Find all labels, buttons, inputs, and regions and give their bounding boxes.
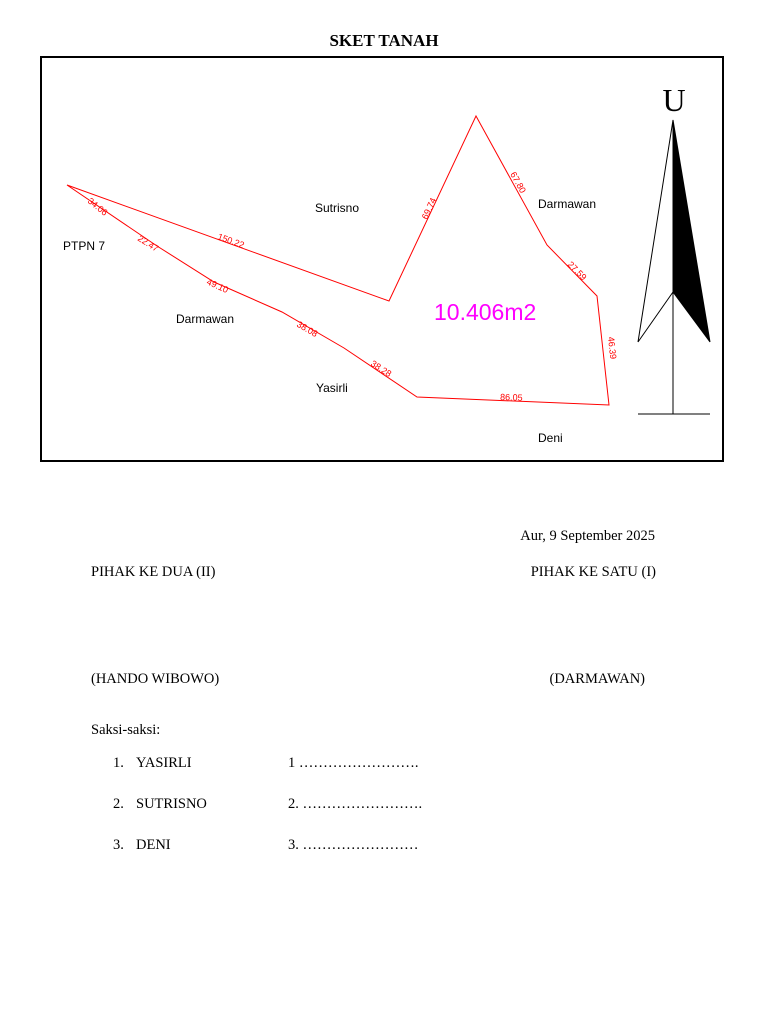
edge-label: 38.28 [368, 358, 394, 379]
edge-label: 150.22 [216, 231, 246, 251]
witness-name: SUTRISNO [136, 796, 207, 812]
edge-label: 38.08 [295, 319, 320, 339]
edge-label: 22.47 [135, 233, 161, 254]
edge-label: 34.06 [85, 195, 110, 218]
neighbor-ptpn: PTPN 7 [63, 239, 106, 253]
north-arrow-icon [638, 82, 710, 414]
neighbor-deni: Deni [538, 431, 563, 445]
edge-label: 69.74 [419, 196, 439, 221]
edge-label: 49.10 [205, 276, 230, 295]
witness-signature-line: 2. ……………………. [288, 796, 423, 812]
party-one-name: (DARMAWAN) [549, 671, 645, 687]
witness-row [0, 796, 768, 816]
sketch-drawing [42, 58, 722, 460]
neighbor-yasirli: Yasirli [316, 381, 348, 395]
witness-row [0, 837, 768, 857]
witness-number: 3. [113, 837, 124, 853]
document-title: SKET TANAH [329, 31, 439, 50]
party-two-name: (HANDO WIBOWO) [91, 671, 220, 687]
witness-row [0, 755, 768, 775]
witness-signature-line: 3. …………………… [288, 837, 419, 853]
neighbor-sutrisno: Sutrisno [315, 201, 360, 215]
witness-name: YASIRLI [136, 755, 192, 771]
witness-number: 1. [113, 755, 124, 771]
area-label: 10.406m2 [434, 299, 537, 325]
neighbor-darmawan-top: Darmawan [538, 197, 597, 211]
north-label: U [662, 82, 686, 118]
party-one-label: PIHAK KE SATU (I) [530, 564, 656, 580]
land-boundary [67, 116, 609, 405]
edge-label: 27.59 [565, 259, 589, 283]
edge-label: 86.05 [499, 392, 523, 403]
party-two-label: PIHAK KE DUA (II) [91, 564, 216, 580]
land-sketch [40, 56, 724, 462]
witness-signature-line: 1 ……………………. [288, 755, 419, 771]
witnesses-title: Saksi-saksi: [91, 722, 161, 738]
edge-label: 67.80 [508, 170, 528, 195]
witness-name: DENI [136, 837, 171, 853]
edge-label: 46.39 [606, 336, 619, 360]
place-date: Aur, 9 September 2025 [520, 528, 655, 544]
neighbor-darmawan-bottom: Darmawan [176, 312, 235, 326]
witness-number: 2. [113, 796, 124, 812]
